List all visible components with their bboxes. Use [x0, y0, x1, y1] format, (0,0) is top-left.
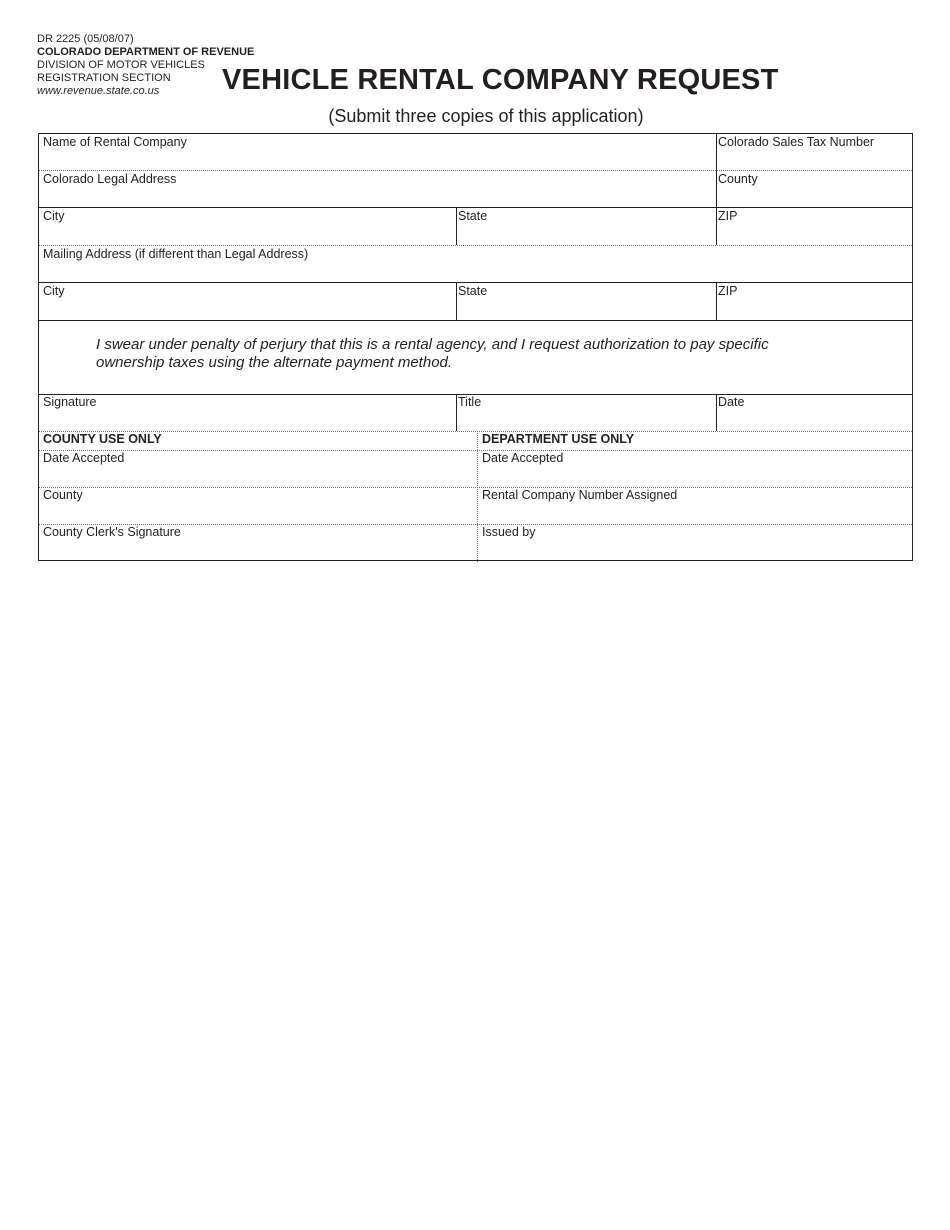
sales-tax-number-field[interactable] [716, 134, 914, 170]
legal-address-field[interactable] [39, 171, 716, 207]
division-name: DIVISION OF MOTOR VEHICLES [37, 59, 205, 71]
county-date-accepted-label: Date Accepted [43, 451, 125, 465]
form-code: DR 2225 (05/08/07) [37, 33, 134, 45]
title-field[interactable] [456, 394, 716, 431]
date-label: Date [718, 395, 745, 409]
city-field[interactable] [39, 208, 456, 245]
mailing-address-field[interactable] [39, 246, 914, 282]
department-use-heading: DEPARTMENT USE ONLY [482, 432, 635, 446]
clerk-signature-field[interactable] [39, 524, 477, 561]
application-form [38, 133, 913, 561]
perjury-statement: I swear under penalty of perjury that this is a rental agency, and I request authorization to pay specific ownership taxes using the alternate payment method. [96, 336, 769, 371]
department-name: COLORADO DEPARTMENT OF REVENUE [37, 46, 255, 58]
signature-field[interactable] [39, 394, 456, 431]
sales-tax-number-label: Colorado Sales Tax Number [718, 135, 875, 149]
rental-number-field[interactable] [478, 487, 914, 524]
company-name-field[interactable] [39, 134, 716, 170]
section-name: REGISTRATION SECTION [37, 72, 171, 84]
state-label: State [458, 209, 488, 223]
county-date-accepted-field[interactable] [39, 450, 477, 487]
issued-by-field[interactable] [478, 524, 914, 561]
county-use-heading: COUNTY USE ONLY [43, 432, 162, 446]
legal-address-label: Colorado Legal Address [43, 172, 177, 186]
zip-field[interactable] [716, 208, 914, 245]
mailing-address-label: Mailing Address (if different than Legal Address) [43, 247, 309, 261]
zip-label: ZIP [718, 209, 738, 223]
city-label: City [43, 209, 65, 223]
county-field[interactable] [716, 171, 914, 207]
clerk-signature-label: County Clerk's Signature [43, 525, 181, 539]
county-use-county-field[interactable] [39, 487, 477, 524]
county-use-county-label: County [43, 488, 83, 502]
state-field[interactable] [456, 208, 716, 245]
dept-date-accepted-field[interactable] [478, 450, 914, 487]
mailing-state-label: State [458, 284, 488, 298]
company-name-label: Name of Rental Company [43, 135, 187, 149]
form-title: VEHICLE RENTAL COMPANY REQUEST [222, 64, 779, 96]
signature-label: Signature [43, 395, 97, 409]
mailing-city-field[interactable] [39, 283, 456, 320]
mailing-zip-field[interactable] [716, 283, 914, 320]
rental-number-label: Rental Company Number Assigned [482, 488, 678, 502]
mailing-zip-label: ZIP [718, 284, 738, 298]
date-field[interactable] [716, 394, 914, 431]
mailing-city-label: City [43, 284, 65, 298]
dept-date-accepted-label: Date Accepted [482, 451, 564, 465]
county-label: County [718, 172, 758, 186]
issued-by-label: Issued by [482, 525, 536, 539]
form-subtitle: (Submit three copies of this application) [328, 106, 644, 126]
website-text: www.revenue.state.co.us [37, 85, 160, 97]
mailing-state-field[interactable] [456, 283, 716, 320]
title-label: Title [458, 395, 482, 409]
